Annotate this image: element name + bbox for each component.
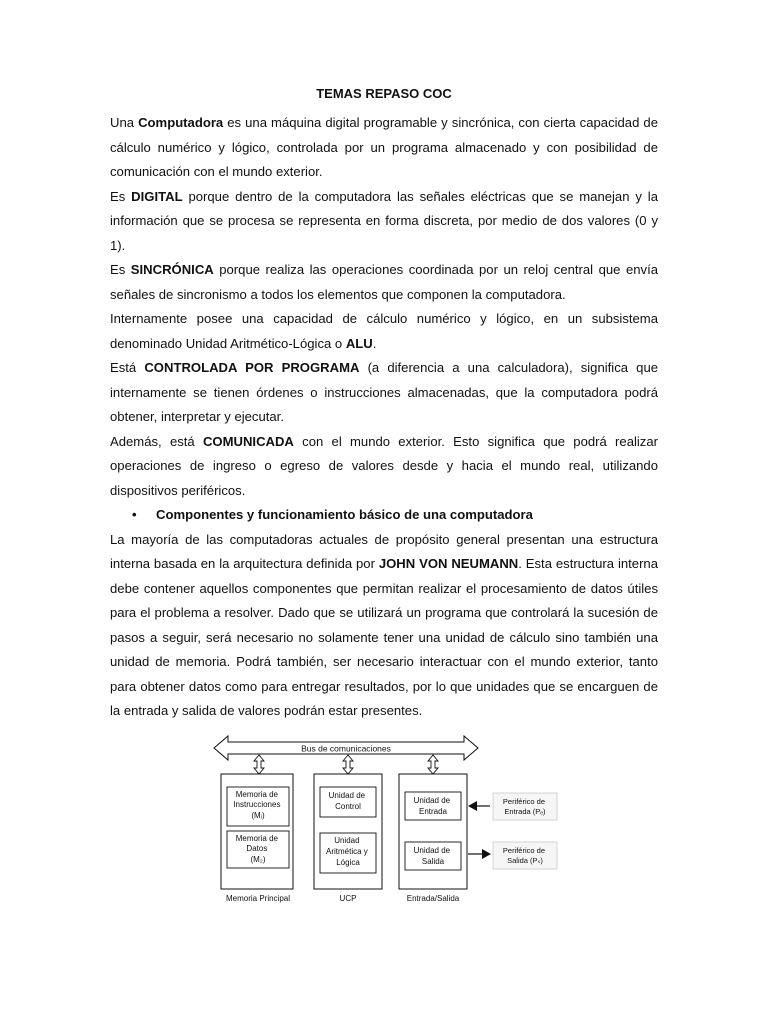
paragraph-comunicada: Además, está COMUNICADA con el mundo exterior. Esto significa que podrá realizar operaciones de ingreso o egreso de valores desde y hacia el mundo real, utilizando dispositivos periféricos.	[110, 433, 658, 498]
memoria-datos-label: Memoria de Datos (M₂)	[235, 834, 279, 864]
bus-link-es	[428, 755, 438, 774]
paragraph-alu: Internamente posee una capacidad de cálculo numérico y lógico, en un subsistema denominado Unidad Aritmético-Lógica o ALU.	[110, 311, 658, 351]
paragraph-von-neumann: La mayoría de las computadoras actuales de propósito general presentan una estructura interna basada en la arquitectura definida por JOHN VON NEUMANN. Esta estructura interna debe contener aquellos componentes que permitan realizar el procesamiento de datos útiles para el problema a resolver. Dado que se utilizará un programa que controlará la sucesión de pasos a seguir, será necesario no solamente tener una unidad de cálculo sino también una unidad de memoria. Podrá también, ser necesario interactuar con el mundo exterior, tanto para obtener datos como para entregar resultados, por lo que unidades que se encarguen de la entrada y salida de valores podrán estar presentes.	[110, 531, 658, 718]
unidad-salida-label: Unidad de Salida	[413, 846, 451, 866]
bus-label: Bus de comunicaciones	[301, 743, 391, 754]
intro-section	[110, 111, 658, 503]
arrow-salida-icon	[468, 849, 491, 859]
paragraph-definition: Una Computadora es una máquina digital programable y sincrónica, con cierta capacidad de cálculo numérico y lógico, controlada por un programa almacenado y con posibilidad de comunicación con el mundo exterior.	[110, 115, 658, 179]
memoria-instrucciones-label: Memoria de Instrucciones (Mᵢ)	[233, 790, 281, 820]
unidad-entrada-label: Unidad de Entrada	[413, 796, 451, 816]
periferico-entrada-label: Periférico de Entrada (Pₑ)	[502, 797, 546, 816]
bus-link-ucp	[343, 755, 353, 774]
bus-link-memoria	[254, 755, 264, 774]
paragraph-digital: Es DIGITAL porque dentro de la computadora las señales eléctricas que se manejan y la información que se procesa se representa en forma discreta, por medio de dos valores (0 y 1).	[110, 188, 658, 253]
paragraph-sincronica: Es SINCRÓNICA porque realiza las operaciones coordinada por un reloj central que envía señales de sincronismo a todos los elementos que componen la computadora.	[110, 262, 658, 302]
von-neumann-diagram	[212, 732, 562, 907]
arrow-entrada-icon	[468, 801, 490, 811]
components-section	[110, 503, 658, 724]
periferico-salida-label: Periférico de Salida (Pₛ)	[502, 846, 546, 865]
memoria-principal-label: Memoria Principal	[225, 894, 291, 903]
document-title: TEMAS REPASO COC	[316, 86, 452, 101]
unidad-control-label: Unidad de Control	[328, 791, 366, 811]
paragraph-programa: Está CONTROLADA POR PROGRAMA (a diferencia a una calculadora), significa que internamente se tienen órdenes o instrucciones almacenadas, que la computadora podrá obtener, interpretar y ejecutar.	[110, 360, 659, 424]
ucp-label: UCP	[339, 894, 357, 903]
unidad-alu-label: Unidad Aritmética y Lógica	[325, 836, 368, 867]
section-heading: • Componentes y funcionamiento básico de una computadora	[110, 503, 658, 528]
bullet-icon: •	[132, 507, 137, 522]
entrada-salida-label: Entrada/Salida	[406, 894, 460, 903]
entrada-salida-box	[399, 774, 467, 889]
